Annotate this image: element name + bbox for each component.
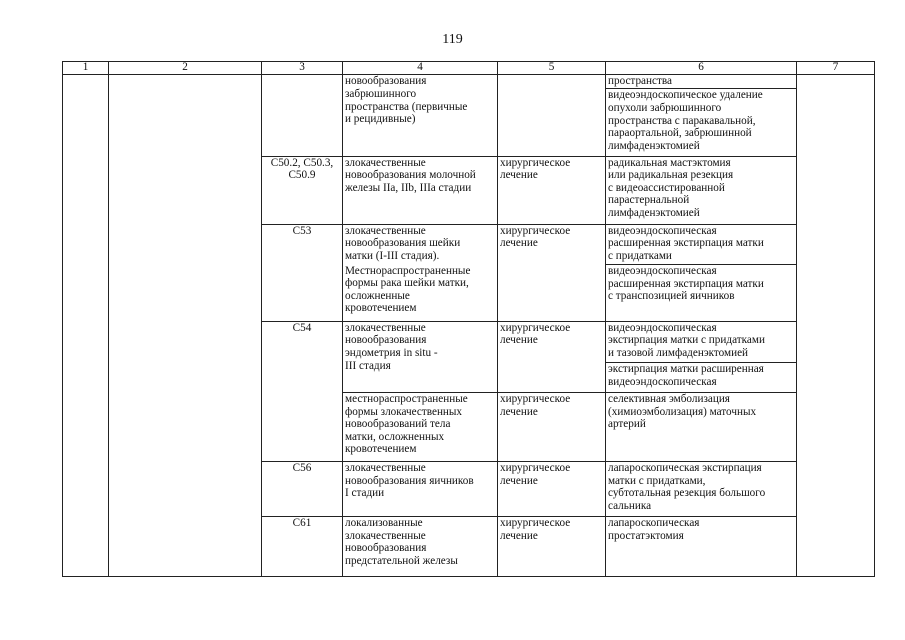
icd-code: C53 — [262, 224, 343, 321]
col2-cell — [109, 75, 262, 577]
method-cell: хирургическое лечение — [498, 517, 606, 577]
method-cell: хирургическое лечение — [498, 156, 606, 224]
icd-code — [262, 75, 343, 156]
diagnosis-cell: новообразования забрюшинного пространства (первичные и рецидивные) — [343, 75, 498, 156]
page-number: 119 — [442, 32, 463, 47]
treatment-cell: видеоэндоскопическая расширенная экстирпация матки с придатками — [606, 224, 797, 264]
treatment-cell: пространства — [606, 75, 797, 89]
icd-code: C54 — [262, 321, 343, 461]
diagnosis-cell: локализованные злокачественные новообразования предстательной железы — [343, 517, 498, 577]
diagnosis-cell: злокачественные новообразования шейки матки (I-III стадия). — [343, 224, 498, 264]
treatment-cell: видеоэндоскопическая расширенная экстирпация матки с транспозицией яичников — [606, 265, 797, 322]
column-header: 5 — [498, 62, 606, 75]
method-cell: хирургическое лечение — [498, 224, 606, 321]
column-header-row — [63, 62, 875, 75]
diagnosis-cell: злокачественные новообразования яичников I стадии — [343, 462, 498, 517]
column-header: 6 — [606, 62, 797, 75]
table-row — [63, 75, 875, 89]
icd-code: C50.2, C50.3, C50.9 — [262, 156, 343, 224]
treatment-cell: видеоэндоскопическая экстирпация матки с придатками и тазовой лимфаденэктомией — [606, 321, 797, 362]
diagnosis-cell: злокачественные новообразования молочной железы IIa, IIb, IIIa стадии — [343, 156, 498, 224]
icd-code: C61 — [262, 517, 343, 577]
column-header: 3 — [262, 62, 343, 75]
treatment-cell: лапароскопическая экстирпация матки с придатками, субтотальная резекция большого сальника — [606, 462, 797, 517]
col1-cell — [63, 75, 109, 577]
treatment-cell: селективная эмболизация (химиоэмболизация) маточных артерий — [606, 393, 797, 462]
treatment-cell: лапароскопическая простатэктомия — [606, 517, 797, 577]
column-header: 7 — [797, 62, 875, 75]
services-table — [62, 61, 875, 577]
diagnosis-cell: Местнораспространенные формы рака шейки матки, осложненные кровотечением — [343, 265, 498, 322]
column-header: 2 — [109, 62, 262, 75]
column-header: 1 — [63, 62, 109, 75]
method-cell — [498, 75, 606, 156]
treatment-cell: видеоэндоскопическое удаление опухоли забрюшинного пространства с паракавальной, параортальной, забрюшинной лимфаденэктомией — [606, 89, 797, 156]
diagnosis-cell — [343, 321, 498, 392]
col7-cell — [797, 75, 875, 577]
icd-code: C56 — [262, 462, 343, 517]
column-header: 4 — [343, 62, 498, 75]
treatment-cell: экстирпация матки расширенная видеоэндоскопическая — [606, 363, 797, 393]
treatment-cell: радикальная мастэктомия или радикальная резекция с видеоассистированной парастернальной лимфаденэктомией — [606, 156, 797, 224]
diagnosis-text: III стадия — [345, 359, 391, 372]
method-cell: хирургическое лечение — [498, 321, 606, 392]
method-cell: хирургическое лечение — [498, 393, 606, 462]
diagnosis-text: злокачественные новообразования эндометрия in situ - — [345, 321, 438, 359]
method-cell: хирургическое лечение — [498, 462, 606, 517]
diagnosis-cell: местнораспространенные формы злокачественных новообразований тела матки, осложненных кровотечением — [343, 393, 498, 462]
